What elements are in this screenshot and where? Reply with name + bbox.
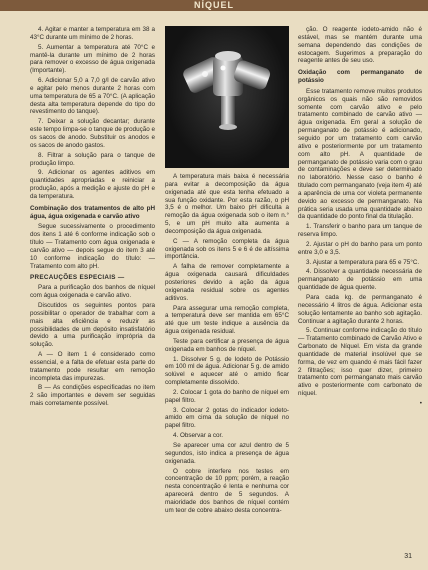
paragraph: Discutidos os seguintes pontos para possibilitar o operador de trabalhar com a mais alta eficiência e reduzir as possibilidades de um depósito insatisfatório devido a uma purificação imprópria da solução. [30, 302, 155, 349]
paragraph: C — A remoção completa da água oxigenada sob os itens 5 e 6 é de altíssima importância. [165, 237, 289, 261]
photo-illustration [165, 26, 289, 168]
paragraph: Segue sucessivamente o procedimento dos itens 1 até 6 conforme indicação sob o título — Tratamento com água oxigenada e carvão ativo — depois segue do item 3 até 10 conforme indicação do título: — Tratamento com alto pH. [30, 223, 155, 270]
paragraph: Para a purificação dos banhos de níquel com água oxigenada e carvão ativo. [30, 284, 155, 300]
paragraph: 4. Agitar e manter a temperatura em 38 a 43°C durante um mínimo de 2 horas. [30, 26, 155, 41]
paragraph: 2. Colocar 1 gota do banho de níquel em papel filtro. [165, 388, 289, 404]
paragraph: Esse tratamento remove muitos produtos orgânicos os quais não são removidos somente com carvão ativo e pelo tratamento combinado de carvão ativo — água oxigenada. Em geral a solução de permanganato de potássio é adicionado, seguido por um tratamento com carvão ativo e posteriormente por um tratamento com alto pH. A quantidade de permanganato de potássio varia com o grau de contaminações e deve ser determinado no laboratório. Nesse caso o banho é titulado com permanganato (veja item 4) até a aparência de uma cor violeta permanente devido ao excesso de permanganato. Na prática seria usada uma quantidade abaixo da quantidade do ponto final da titulação. [298, 87, 422, 221]
paragraph: 9. Adicionar os agentes aditivos em quantidades apropriadas e reiniciar a produção, após a medição e ajuste do pH e da temperatura. [30, 169, 155, 200]
paragraph: 1. Dissolver 5 g. de Iodeto de Potássio em 100 ml de água. Adicionar 5 g. de amido solúvel e aquecer até o amido ficar completamente dissolvido. [165, 355, 289, 387]
paragraph: O cobre interfere nos testes em concentração de 10 ppm; porém, a reação nesta concentração é lenta e nenhuma cor aparecerá dentro de 5 segundos. A maioridade dos banhos de níquel contém um teor de cobre abaixo desta concentra- [165, 467, 289, 514]
paragraph: 8. Filtrar a solução para o tanque de produção limpo. [30, 151, 155, 167]
page-header [0, 0, 428, 14]
nickel-plated-parts-photo [165, 26, 289, 168]
end-mark: • [419, 399, 422, 407]
paragraph: Se aparecer uma cor azul dentro de 5 segundos, isto indica a presença de água oxigenada. [165, 442, 289, 465]
section-heading: Oxidação com permanganato de potássio [298, 69, 422, 85]
paragraph: 7. Deixar a solução decantar; durante este tempo limpa-se o tanque de produção e os sacos de anodo. Substituir os anodos e os sacos de anodo gastos. [30, 118, 155, 149]
paragraph: ção. O reagente iodeto-amido não é estável, mas se mantém durante uma semana dependendo das condições de estocagem. Sugerimos a preparação do reagente antes de seu uso. [298, 26, 422, 65]
page-number: 31 [404, 553, 412, 560]
paragraph: B — As condições especificadas no item 2 são importantes e devem ser seguidas mais corretamente possível. [30, 384, 155, 408]
paragraph: 5. Continuar conforme indicação do título — Tratamento combinado de Carvão Ativo e Carbonato de Níquel. Em vista da grande quantidade de material insolúvel que se forma, de vez em quando é mais fácil fazer 2 filtrações; isso quer dizer, primeiro tratamento com permanganato mais carvão ativo e posteriormente com carbonato de níquel. [298, 327, 422, 398]
paragraph: 4. Observar a cor. [173, 432, 224, 440]
paragraph: 1. Transferir o banho para um tanque de reserva limpo. [298, 223, 422, 239]
paragraph: 4. Dissolver a quantidade necessária de permanganato de potássio em uma quantidade de água quente. [298, 268, 422, 292]
column-2 [165, 26, 289, 544]
paragraph: 5. Aumentar a temperatura até 70°C e mantê-la durante um mínimo de 2 horas para remover o excesso de água oxigenada (Importante). [30, 43, 155, 75]
paragraph: Teste para certificar a presença de água oxigenada em banhos de níquel. [165, 337, 289, 353]
paragraph: 6. Adicionar 5,0 a 7,0 g/l de carvão ativo e agitar pelo menos durante 2 horas com uma temperatura de 65 a 70°C. (A aplicação desta alta temperatura depende do tipo do revestimento do tanque). [30, 77, 155, 116]
paragraph: 3. Colocar 2 gotas do indicador iodeto-amido em cima da solução de níquel no papel filtro. [165, 406, 289, 430]
paragraph: A falha de remover completamente a água oxigenada causará dificuldades posteriores devido a ação da água oxigenada residual sobre os agentes aditivos. [165, 263, 289, 302]
paragraph: A temperatura mais baixa é necessária para evitar a decomposição da água oxigenada até que esta tenha efetuado a sua função oxidante. Por esta razão, o pH 3,5 é o melhor. Um baixo pH dificulta a remoção da água oxigenada sob o item n.° 5, e um pH muito alta aumenta a decomposição da água oxigenada. [165, 173, 289, 235]
paragraph: 2. Ajustar o pH do banho para um ponto entre 3,0 e 3,5. [298, 240, 422, 256]
page-title: NÍQUEL [193, 0, 234, 10]
section-heading: PRECAUÇÕES ESPECIAIS — [30, 274, 125, 282]
paragraph: Para assegurar uma remoção completa, a temperatura deve ser mantida em 65°C até que um teste indique a ausência da água oxigenada residual. [165, 304, 289, 336]
paragraph: 3. Ajustar a temperatura para 65 e 75°C. [306, 258, 420, 266]
paragraph: Para cada kg. de permanganato é necessário 4 litros de água. Adicionar esta solução lentamente ao banho sob agitação. Continuar a agitação durante 2 horas. [298, 294, 422, 325]
section-heading: Combinação dos tratamentos de alto pH água, água oxigenada e carvão ativo [30, 204, 155, 220]
column-1 [30, 26, 155, 544]
paragraph: A — O item 1 é considerado como essencial, e a falta de efetuar esta parte do tratamento pode resultar em remoção incompleta das impurezas. [30, 351, 155, 382]
column-3 [298, 26, 422, 544]
